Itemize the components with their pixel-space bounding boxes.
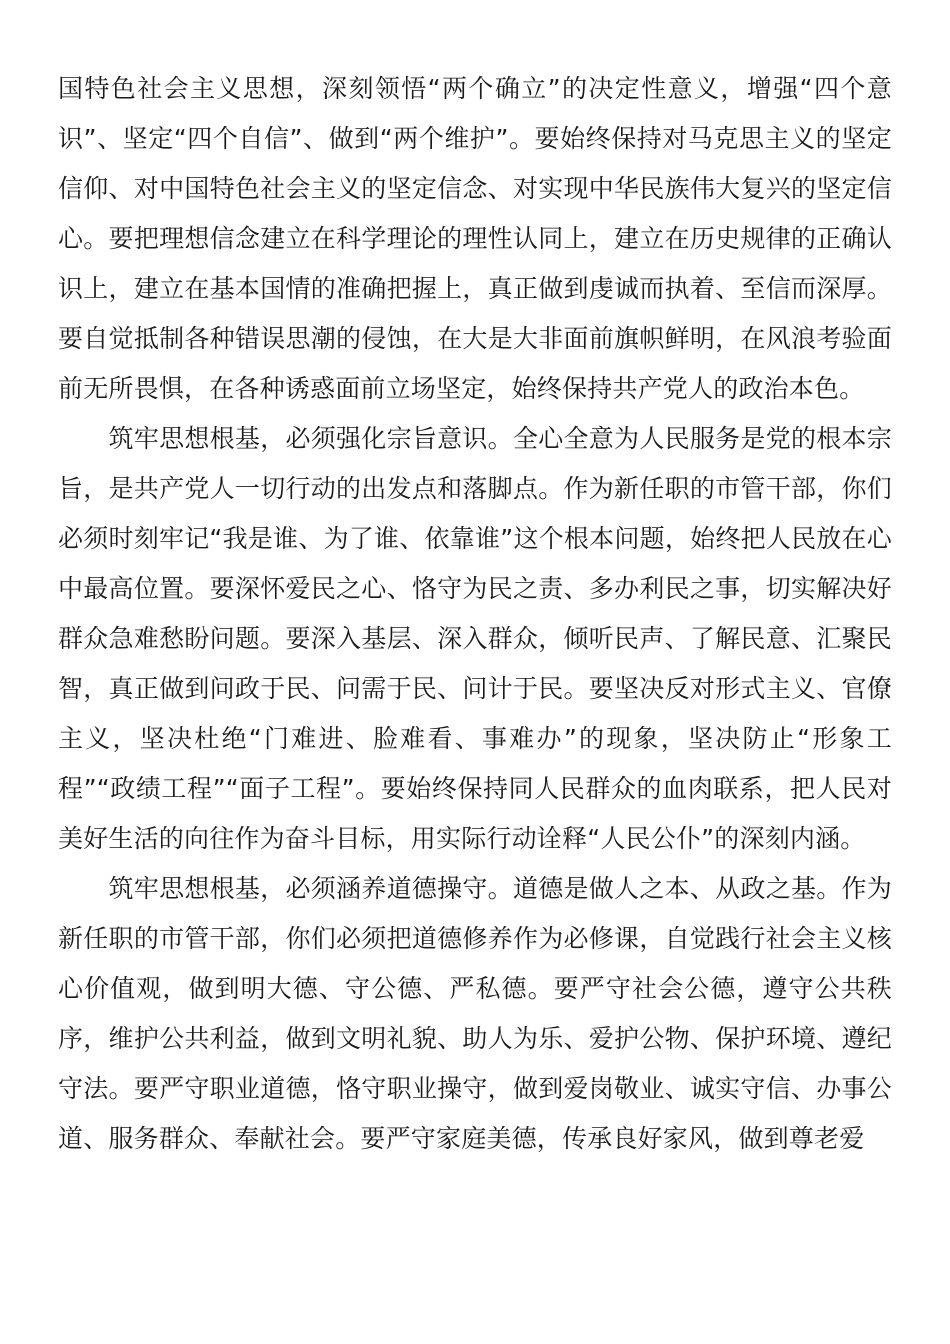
- paragraph-purpose: 筑牢思想根基，必须强化宗旨意识。全心全意为人民服务是党的根本宗旨，是共产党人一切行动的出发点和落脚点。作为新任职的市管干部，你们必须时刻牢记“我是谁、为了谁、依靠谁”这个根本问题，始终把人民放在心中最高位置。要深怀爱民之心、恪守为民之责、多办利民之事，切实解决好群众急难愁盼问题。要深入基层、深入群众，倾听民声、了解民意、汇聚民智，真正做到问政于民、问需于民、问计于民。要坚决反对形式主义、官僚主义，坚决杜绝“门难进、脸难看、事难办”的现象，坚决防止“形象工程”“政绩工程”“面子工程”。要始终保持同人民群众的血肉联系，把人民对美好生活的向往作为奋斗目标，用实际行动诠释“人民公仆”的深刻内涵。: [58, 424, 892, 853]
- paragraph-ideals: 国特色社会主义思想，深刻领悟“两个确立”的决定性意义，增强“四个意识”、坚定“四个自信”、做到“两个维护”。要始终保持对马克思主义的坚定信仰、对中国特色社会主义的坚定信念、对实现中华民族伟大复兴的坚定信心。要把理想信念建立在科学理论的理性认同上，建立在历史规律的正确认识上，建立在基本国情的准确把握上，真正做到虔诚而执着、至信而深厚。要自觉抵制各种错误思潮的侵蚀，在大是大非面前旗帜鲜明，在风浪考验面前无所畏惧，在各种诱惑面前立场坚定，始终保持共产党人的政治本色。: [58, 74, 892, 403]
- paragraph-morality: 筑牢思想根基，必须涵养道德操守。道德是做人之本、从政之基。作为新任职的市管干部，你们必须把道德修养作为必修课，自觉践行社会主义核心价值观，做到明大德、守公德、严私德。要严守社会公德，遵守公共秩序，维护公共利益，做到文明礼貌、助人为乐、爱护公物、保护环境、遵纪守法。要严守职业道德，恪守职业操守，做到爱岗敬业、诚实守信、办事公道、服务群众、奉献社会。要严守家庭美德，传承良好家风，做到尊老爱: [58, 874, 892, 1153]
- document-page: [58, 64, 892, 1164]
